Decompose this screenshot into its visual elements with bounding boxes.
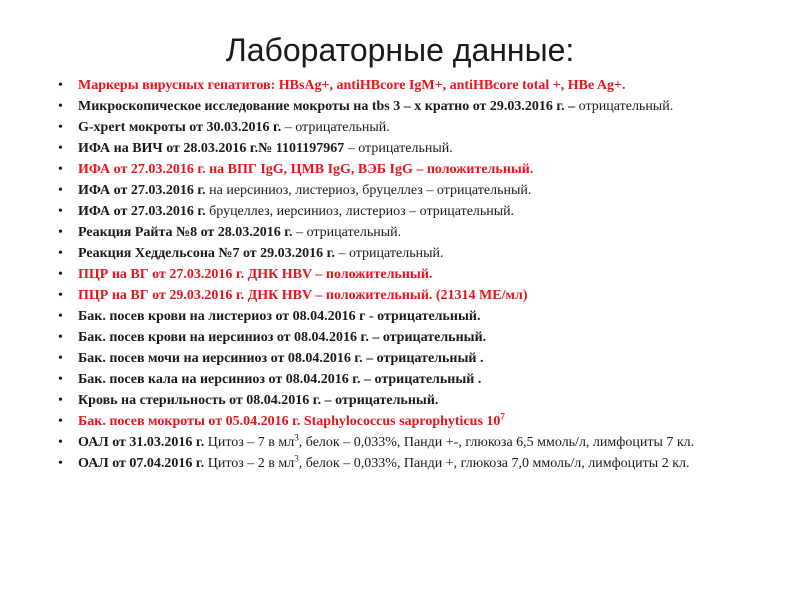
bullet-icon: • xyxy=(58,162,63,177)
item-text: ИФА от 27.03.2016 г. xyxy=(78,204,206,219)
bullet-icon: • xyxy=(58,225,63,240)
bullet-icon: • xyxy=(58,246,63,261)
item-text-rest: на иерсиниоз, листериоз, бруцеллез – отрицательный. xyxy=(205,183,532,198)
item-text: ИФА от 27.03.2016 г. на ВПГ IgG, ЦМВ IgG, ВЭБ IgG – положительный. xyxy=(78,162,534,177)
item-text-rest: бруцеллез, иерсиниоз, листериоз – отрицательный. xyxy=(205,204,515,219)
item-text: ОАЛ от 07.04.2016 г. xyxy=(78,456,205,471)
list-item xyxy=(58,98,748,115)
list-item xyxy=(58,434,748,451)
bullet-icon: • xyxy=(58,141,63,156)
item-superscript: 3 xyxy=(294,432,299,443)
list-item xyxy=(58,161,748,178)
item-superscript: 7 xyxy=(500,411,505,422)
item-text: ПЦР на ВГ от 27.03.2016 г. ДНК HBV – положительный. xyxy=(78,267,433,282)
item-text: Бак. посев крови на иерсиниоз от 08.04.2016 г. – отрицательный. xyxy=(78,330,487,345)
list-item xyxy=(58,308,748,325)
item-text: Кровь на стерильность от 08.04.2016 г. – отрицательный. xyxy=(78,393,439,408)
lab-results-list xyxy=(58,77,748,476)
bullet-icon: • xyxy=(58,120,63,135)
item-text-rest: отрицательный. xyxy=(575,99,674,114)
list-item xyxy=(58,266,748,283)
item-text-tail: , белок – 0,033%, Панди +, глюкоза 7,0 ммоль/л, лимфоциты 2 кл. xyxy=(298,456,690,471)
bullet-icon: • xyxy=(58,183,63,198)
item-text-rest: – отрицательный. xyxy=(334,246,444,261)
list-item xyxy=(58,245,748,262)
bullet-icon: • xyxy=(58,288,63,303)
item-text: Бак. посев кала на иерсиниоз от 08.04.2016 г. – отрицательный . xyxy=(78,372,482,387)
item-text-rest: – отрицательный. xyxy=(344,141,453,156)
item-text-tail: , белок – 0,033%, Панди +-, глюкоза 6,5 ммоль/л, лимфоциты 7 кл. xyxy=(298,435,695,450)
item-text: Бак. посев мокроты от 05.04.2016 г. Staphylococcus saprophyticus 10 xyxy=(78,414,501,429)
bullet-icon: • xyxy=(58,330,63,345)
bullet-icon: • xyxy=(58,309,63,324)
item-text: Реакция Хеддельсона №7 от 29.03.2016 г. xyxy=(78,246,335,261)
item-text: ИФА от 27.03.2016 г. xyxy=(78,183,206,198)
item-text: Бак. посев крови на листериоз от 08.04.2016 г - отрицательный. xyxy=(78,309,481,324)
item-superscript: 3 xyxy=(294,453,299,464)
list-item xyxy=(58,371,748,388)
item-text-rest: – отрицательный. xyxy=(292,225,402,240)
bullet-icon: • xyxy=(58,435,63,450)
list-item xyxy=(58,392,748,409)
list-item xyxy=(58,224,748,241)
bullet-icon: • xyxy=(58,393,63,408)
item-text: Микроскопическое исследование мокроты на tbs 3 – х кратно от 29.03.2016 г. – xyxy=(78,99,576,114)
item-text: Маркеры вирусных гепатитов: HBsAg+, antiHBcore IgM+, antiHBcore total +, HBe Ag+. xyxy=(78,78,626,93)
item-text: ОАЛ от 31.03.2016 г. xyxy=(78,435,205,450)
bullet-icon: • xyxy=(58,372,63,387)
list-item xyxy=(58,140,748,157)
item-text-rest: – отрицательный. xyxy=(281,120,390,135)
list-item xyxy=(58,413,748,430)
bullet-icon: • xyxy=(58,351,63,366)
bullet-icon: • xyxy=(58,414,63,429)
list-item xyxy=(58,350,748,367)
item-text: ПЦР на ВГ от 29.03.2016 г. ДНК HBV – положительный. (21314 МЕ/мл) xyxy=(78,288,528,303)
list-item xyxy=(58,455,748,472)
list-item xyxy=(58,329,748,346)
bullet-icon: • xyxy=(58,204,63,219)
list-item xyxy=(58,182,748,199)
bullet-icon: • xyxy=(58,99,63,114)
bullet-icon: • xyxy=(58,456,63,471)
item-text: Бак. посев мочи на иерсиниоз от 08.04.2016 г. – отрицательный . xyxy=(78,351,484,366)
item-text: Реакция Райта №8 от 28.03.2016 г. xyxy=(78,225,293,240)
item-text-rest: Цитоз – 2 в мл xyxy=(204,456,295,471)
list-item xyxy=(58,119,748,136)
list-item xyxy=(58,287,748,304)
bullet-icon: • xyxy=(58,267,63,282)
item-text-rest: Цитоз – 7 в мл xyxy=(204,435,295,450)
item-text: G-xpert мокроты от 30.03.2016 г. xyxy=(78,120,282,135)
item-text: ИФА на ВИЧ от 28.03.2016 г.№ 1101197967 xyxy=(78,141,345,156)
slide-title: Лабораторные данные: xyxy=(225,32,575,68)
list-item xyxy=(58,203,748,220)
list-item xyxy=(58,77,748,94)
bullet-icon: • xyxy=(58,78,63,93)
